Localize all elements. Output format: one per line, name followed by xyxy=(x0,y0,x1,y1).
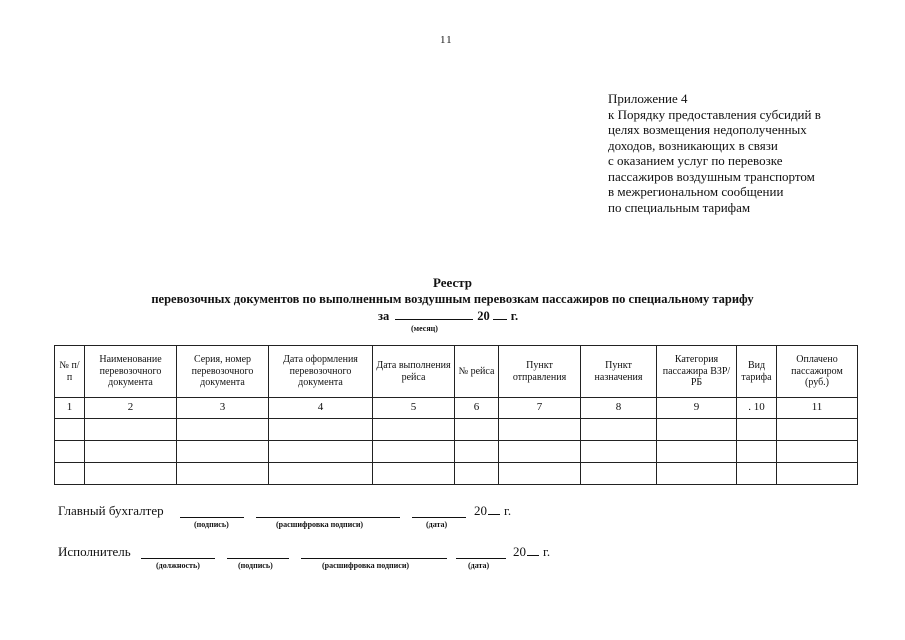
date-line[interactable] xyxy=(456,558,506,559)
column-number: 8 xyxy=(581,398,657,419)
column-header: Дата оформления перевозочного документа xyxy=(269,346,373,398)
appendix-line: Приложение 4 xyxy=(608,91,688,106)
table-cell[interactable] xyxy=(177,419,269,441)
table-cell[interactable] xyxy=(737,463,777,485)
year-suffix: г. xyxy=(543,544,551,559)
column-header: Вид тарифа xyxy=(737,346,777,398)
table-cell[interactable] xyxy=(777,463,858,485)
table-cell[interactable] xyxy=(737,441,777,463)
table-cell[interactable] xyxy=(499,419,581,441)
table-cell[interactable] xyxy=(269,419,373,441)
table-cell[interactable] xyxy=(177,463,269,485)
signature-decode-line[interactable] xyxy=(256,517,400,518)
column-number: 9 xyxy=(657,398,737,419)
caption-signature-decode: (расшифровка подписи) xyxy=(276,520,364,529)
signature-line[interactable] xyxy=(180,517,244,518)
chief-accountant-year xyxy=(474,503,511,519)
position-line[interactable] xyxy=(141,558,215,559)
table-cell[interactable] xyxy=(657,441,737,463)
table-cell[interactable] xyxy=(85,419,177,441)
column-number: . 10 xyxy=(737,398,777,419)
column-header: Наименование перевозочного документа xyxy=(85,346,177,398)
table-cell[interactable] xyxy=(777,419,858,441)
table-row xyxy=(55,419,858,441)
caption-signature: (подпись) xyxy=(238,561,273,570)
table-cell[interactable] xyxy=(55,463,85,485)
table-cell[interactable] xyxy=(657,463,737,485)
table-header-row xyxy=(55,346,858,398)
year-text: 20 xyxy=(474,503,487,518)
executor-label: Исполнитель xyxy=(58,544,131,559)
column-number: 11 xyxy=(777,398,858,419)
appendix-line: по специальным тарифам xyxy=(608,199,751,215)
appendix-line: к Порядку предоставления субсидий в xyxy=(608,106,821,122)
table-cell[interactable] xyxy=(455,441,499,463)
period-line xyxy=(378,308,518,324)
caption-signature: (подпись) xyxy=(194,520,229,529)
table-cell[interactable] xyxy=(499,463,581,485)
caption-position: (должность) xyxy=(156,561,200,570)
table-cell[interactable] xyxy=(269,463,373,485)
signature-decode-line[interactable] xyxy=(301,558,447,559)
executor-year xyxy=(513,544,550,560)
column-header: Дата выполнения рейса xyxy=(373,346,455,398)
table-cell[interactable] xyxy=(85,441,177,463)
table-cell[interactable] xyxy=(55,441,85,463)
column-header: Пункт отправления xyxy=(499,346,581,398)
table-row xyxy=(55,463,858,485)
year-blank xyxy=(488,503,500,515)
column-header: Пункт назначения xyxy=(581,346,657,398)
appendix-line: с оказанием услуг по перевозке xyxy=(608,153,783,168)
caption-signature-decode: (расшифровка подписи) xyxy=(322,561,410,570)
year-blank xyxy=(527,544,539,556)
appendix-line: пассажиров воздушным транспортом xyxy=(608,168,815,184)
table-cell[interactable] xyxy=(373,463,455,485)
table-cell[interactable] xyxy=(455,419,499,441)
table-cell[interactable] xyxy=(373,419,455,441)
document-subtitle: перевозочных документов по выполненным воздушным перевозкам пассажиров по специальному тарифу xyxy=(151,292,754,306)
appendix-line: в межрегиональном сообщении xyxy=(608,184,784,199)
document-title: Реестр xyxy=(432,275,472,290)
table-cell[interactable] xyxy=(777,441,858,463)
registry-table xyxy=(54,345,858,485)
caption-date: (дата) xyxy=(468,561,490,570)
period-suffix: г. xyxy=(510,309,519,323)
date-line[interactable] xyxy=(412,517,466,518)
year-blank xyxy=(493,308,507,320)
table-cell[interactable] xyxy=(85,463,177,485)
caption-date: (дата) xyxy=(426,520,448,529)
table-cell[interactable] xyxy=(455,463,499,485)
table-cell[interactable] xyxy=(581,419,657,441)
chief-accountant-label: Главный бухгалтер xyxy=(58,503,164,518)
column-number: 1 xyxy=(55,398,85,419)
table-cell[interactable] xyxy=(177,441,269,463)
column-number: 3 xyxy=(177,398,269,419)
table-cell[interactable] xyxy=(737,419,777,441)
table-row xyxy=(55,441,858,463)
appendix-line: доходов, возникающих в связи xyxy=(608,137,778,153)
column-header: № рейса xyxy=(455,346,499,398)
year-text: 20 xyxy=(513,544,526,559)
signature-line[interactable] xyxy=(227,558,289,559)
period-year: 20 xyxy=(477,309,490,323)
appendix-note xyxy=(608,91,878,215)
period-prefix: за xyxy=(378,309,390,323)
column-header: № п/п xyxy=(55,346,85,398)
year-suffix: г. xyxy=(504,503,512,518)
table-cell[interactable] xyxy=(581,463,657,485)
column-number: 2 xyxy=(85,398,177,419)
table-cell[interactable] xyxy=(269,441,373,463)
column-number: 4 xyxy=(269,398,373,419)
column-header: Категория пассажира ВЗР/РБ xyxy=(657,346,737,398)
table-cell[interactable] xyxy=(581,441,657,463)
column-header: Оплачено пассажиром (руб.) xyxy=(777,346,858,398)
column-number: 5 xyxy=(373,398,455,419)
month-caption: (месяц) xyxy=(411,324,438,333)
table-cell[interactable] xyxy=(657,419,737,441)
column-number-row xyxy=(55,398,858,419)
month-blank xyxy=(395,308,473,320)
table-cell[interactable] xyxy=(499,441,581,463)
column-number: 7 xyxy=(499,398,581,419)
page-number: 11 xyxy=(440,34,453,46)
table-cell[interactable] xyxy=(55,419,85,441)
column-header: Серия, номер перевозочного документа xyxy=(177,346,269,398)
table-cell[interactable] xyxy=(373,441,455,463)
column-number: 6 xyxy=(455,398,499,419)
appendix-line: целях возмещения недополученных xyxy=(608,122,807,137)
